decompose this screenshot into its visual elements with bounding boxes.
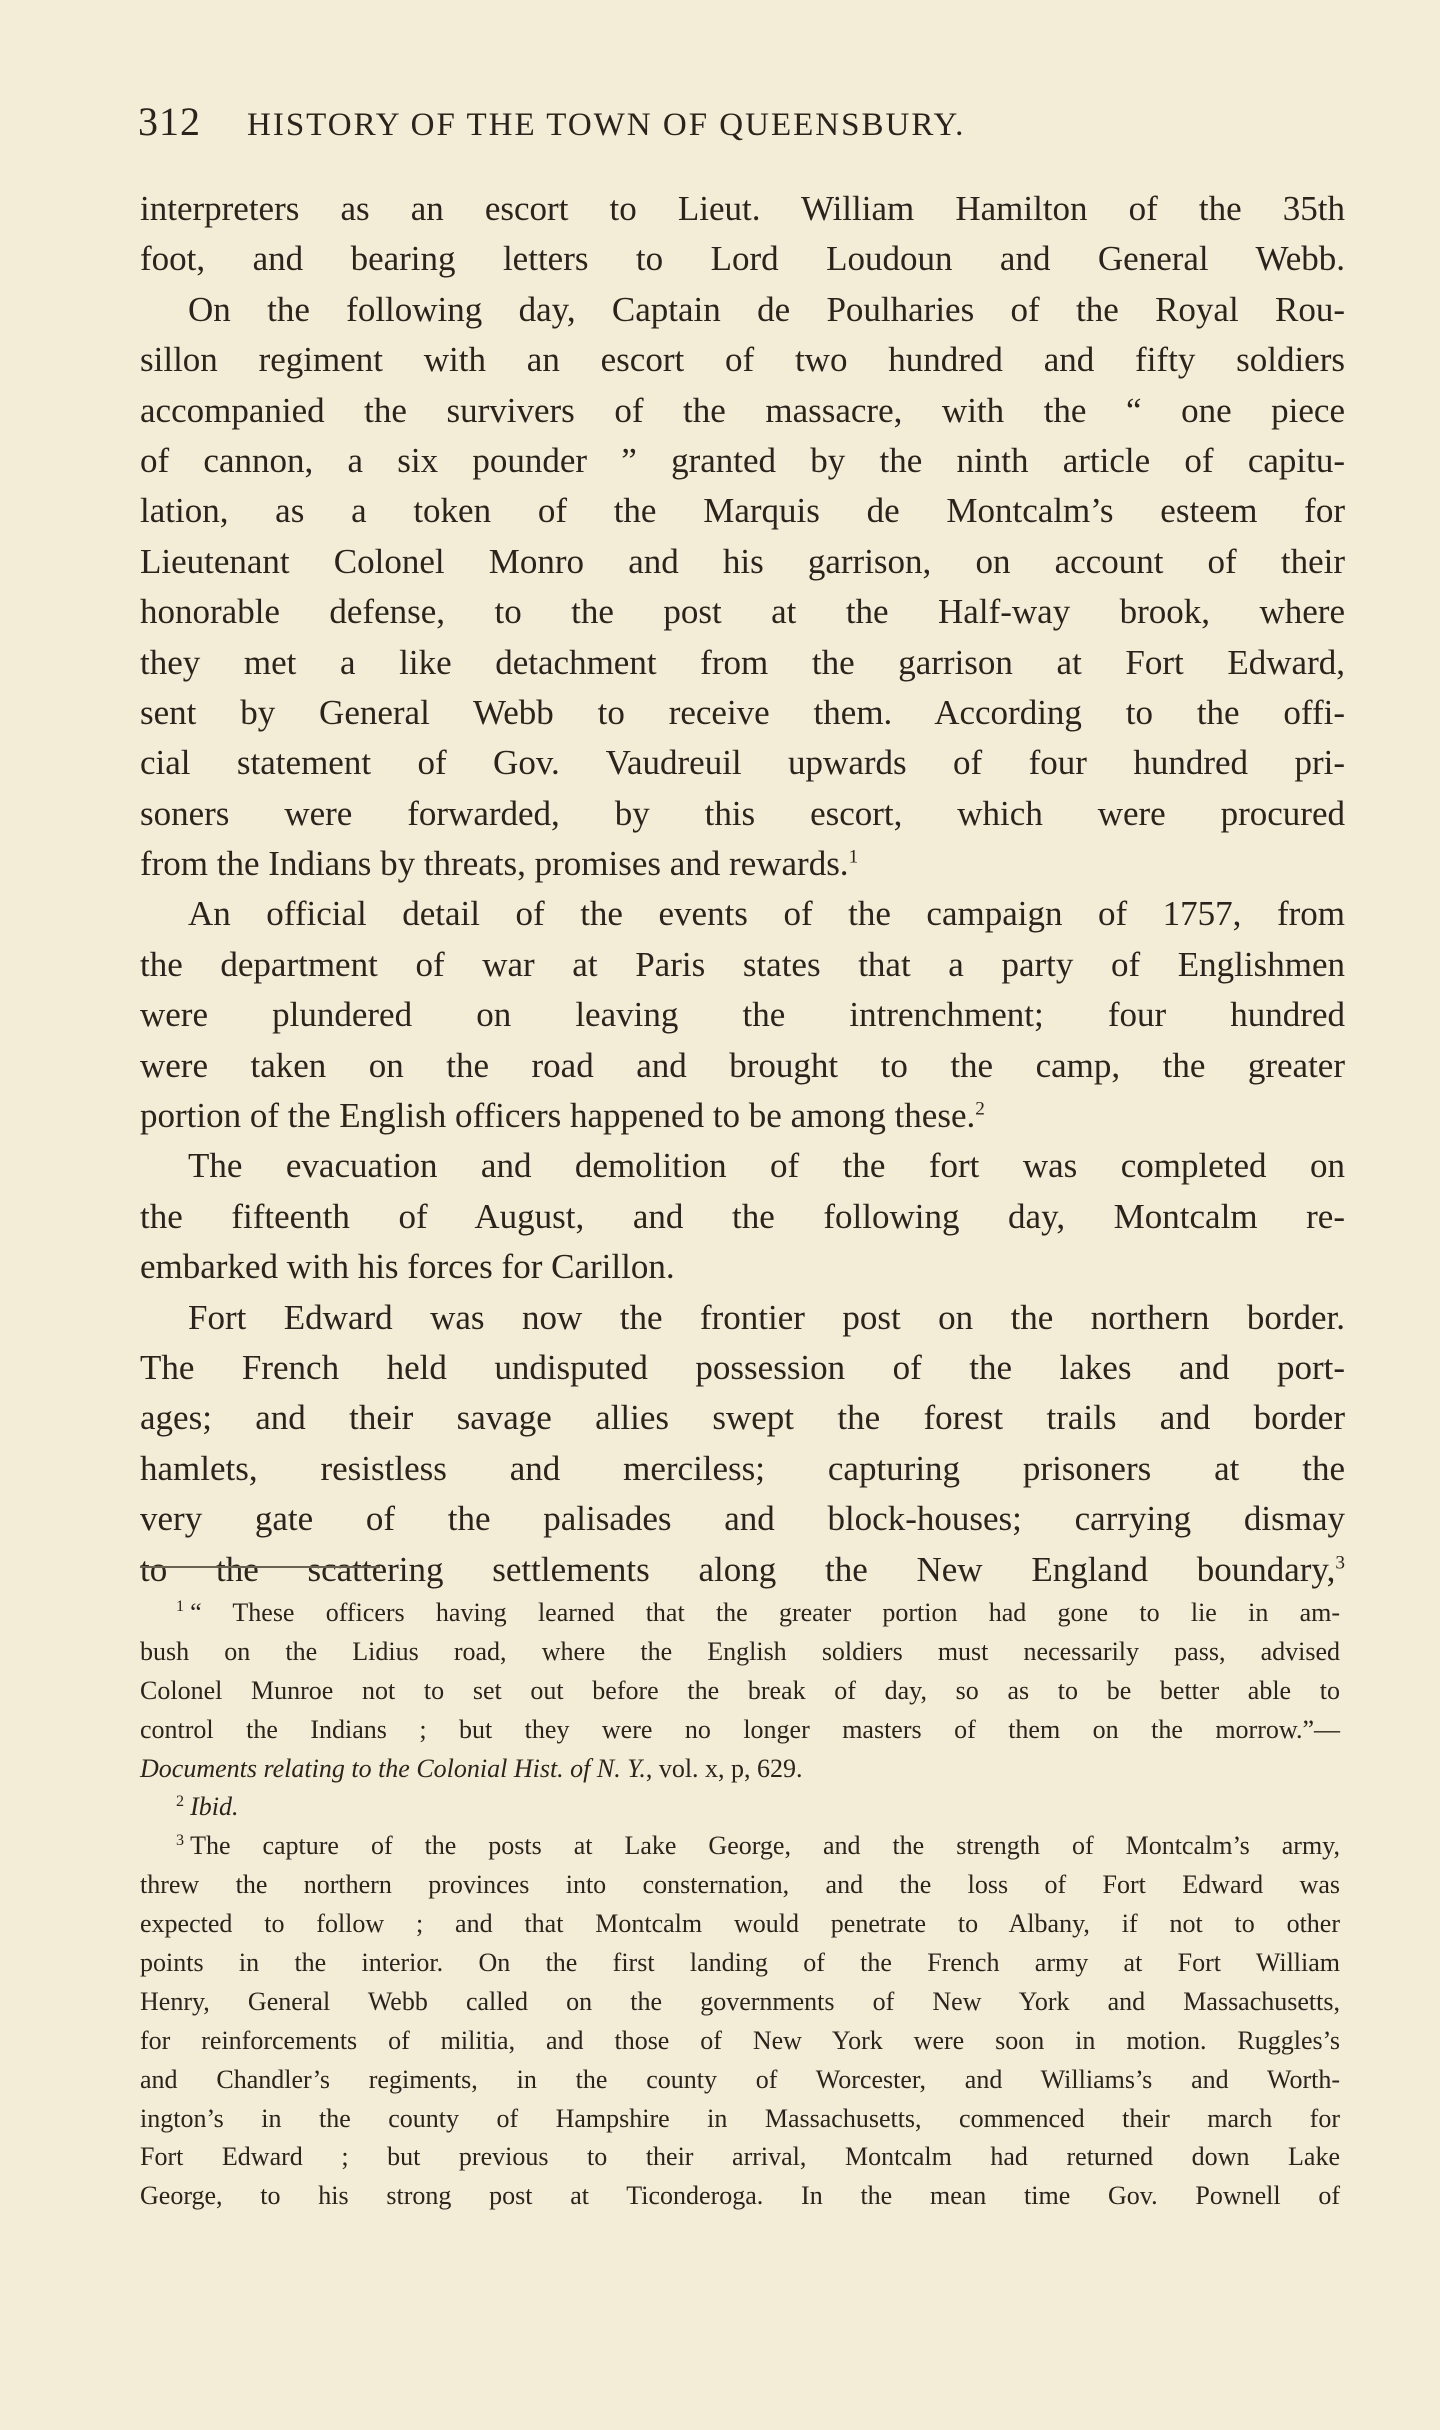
text-line: the department of war at Paris states that a party of Englishmen	[140, 944, 1345, 984]
text-line: were plundered on leaving the intrenchment; four hundred	[140, 995, 1345, 1035]
main-text	[140, 184, 1345, 1595]
text-line: sillon regiment with an escort of two hundred and fifty soldiers	[140, 340, 1345, 380]
text-line: Fort Edward was now the frontier post on the northern border.	[188, 1297, 1345, 1337]
footnote-text: The capture of the posts at Lake George, and the strength of Montcalm’s army,	[190, 1831, 1340, 1861]
text-line-with-note	[140, 839, 1345, 889]
text-line: hamlets, resistless and merciless; capturing prisoners at the	[140, 1448, 1345, 1488]
text-line: accompanied the survivers of the massacre, with the “ one piece	[140, 390, 1345, 430]
footnote-ref-3[interactable]: 3	[1335, 1551, 1345, 1573]
footnote-3-line: ington’s in the county of Hampshire in Massachusetts, commenced their march for	[140, 2103, 1340, 2133]
citation-detail: , vol. x, p, 629.	[645, 1753, 803, 1783]
page-number: 312	[138, 99, 201, 144]
footnote-text: “ These officers having learned that the greater portion had gone to lie in am-	[190, 1598, 1340, 1627]
text-line: embarked with his forces for Carillon.	[140, 1247, 675, 1287]
footnote-3-line	[140, 1827, 1340, 1866]
footnote-3-line: threw the northern provinces into consternation, and the loss of Fort Edward was	[140, 1870, 1340, 1900]
text-line: ages; and their savage allies swept the forest trails and border	[140, 1398, 1345, 1438]
text-line-content: to the scattering settlements along the New England boundary,	[140, 1549, 1336, 1589]
text-line-content: portion of the English officers happened to be among these.	[140, 1096, 976, 1136]
text-line: were taken on the road and brought to the camp, the greater	[140, 1045, 1345, 1085]
footnote-2-line	[140, 1788, 1340, 1827]
text-line: soners were forwarded, by this escort, which were procured	[140, 793, 1345, 833]
text-line: foot, and bearing letters to Lord Loudoun and General Webb.	[140, 239, 1345, 279]
citation-title: Documents relating to the Colonial Hist. of N. Y.	[140, 1753, 646, 1783]
footnote-ref-1[interactable]: 1	[848, 846, 859, 868]
text-line-with-note	[140, 1091, 1345, 1141]
footnote-ref-2[interactable]: 2	[975, 1098, 985, 1120]
footnote-1-line	[140, 1594, 1340, 1633]
footnote-3-line: points in the interior. On the first landing of the French army at Fort William	[140, 1948, 1340, 1978]
text-line: they met a like detachment from the garrison at Fort Edward,	[140, 642, 1345, 682]
footnote-text: Ibid.	[190, 1792, 239, 1822]
footnote-3-line: George, to his strong post at Ticonderoga. In the mean time Gov. Pownell of	[140, 2181, 1340, 2211]
text-line: Lieutenant Colonel Monro and his garrison, on account of their	[140, 541, 1345, 581]
footnote-marker: 2	[176, 1792, 185, 1810]
text-line: honorable defense, to the post at the Half-way brook, where	[140, 592, 1345, 632]
footnote-3-line: expected to follow ; and that Montcalm would penetrate to Albany, if not to other	[140, 1909, 1340, 1939]
text-line: An official detail of the events of the campaign of 1757, from	[188, 894, 1345, 934]
text-line: On the following day, Captain de Poulharies of the Royal Rou-	[188, 289, 1345, 329]
text-line: cial statement of Gov. Vaudreuil upwards of four hundred pri-	[140, 743, 1345, 783]
running-head	[138, 98, 1338, 154]
text-line: of cannon, a six pounder ” granted by the ninth article of capitu-	[140, 440, 1345, 480]
footnote-3-line: Fort Edward ; but previous to their arrival, Montcalm had returned down Lake	[140, 2142, 1340, 2172]
footnote-1-line: control the Indians ; but they were no longer masters of them on the morrow.”—	[140, 1714, 1340, 1744]
text-line: sent by General Webb to receive them. According to the offi-	[140, 692, 1345, 732]
footnote-3-line: and Chandler’s regiments, in the county of Worcester, and Williams’s and Worth-	[140, 2064, 1340, 2094]
footnote-1-line: Colonel Munroe not to set out before the break of day, so as to be better able to	[140, 1675, 1340, 1705]
footnote-marker: 1	[176, 1598, 185, 1616]
text-line: The French held undisputed possession of the lakes and port-	[140, 1347, 1345, 1387]
text-line: lation, as a token of the Marquis de Montcalm’s esteem for	[140, 491, 1345, 531]
text-line: The evacuation and demolition of the fort was completed on	[188, 1146, 1345, 1186]
footnote-3-line: for reinforcements of militia, and those of New York were soon in motion. Ruggles’s	[140, 2025, 1340, 2055]
footnote-1-line: bush on the Lidius road, where the English soldiers must necessarily pass, advised	[140, 1636, 1340, 1666]
footnote-1-citation	[140, 1750, 1340, 1789]
text-line: the fifteenth of August, and the following day, Montcalm re-	[140, 1196, 1345, 1236]
footnote-marker: 3	[176, 1831, 185, 1849]
text-line-content: from the Indians by threats, promises and rewards.	[140, 844, 849, 884]
running-title: HISTORY OF THE TOWN OF QUEENSBURY.	[247, 107, 966, 143]
text-line: interpreters as an escort to Lieut. William Hamilton of the 35th	[140, 189, 1345, 228]
footnote-divider	[140, 1566, 380, 1568]
text-line: very gate of the palisades and block-houses; carrying dismay	[140, 1499, 1345, 1539]
text-line-with-note	[140, 1545, 1345, 1595]
footnotes	[140, 1594, 1340, 2216]
footnote-3-line: Henry, General Webb called on the governments of New York and Massachusetts,	[140, 1986, 1340, 2016]
